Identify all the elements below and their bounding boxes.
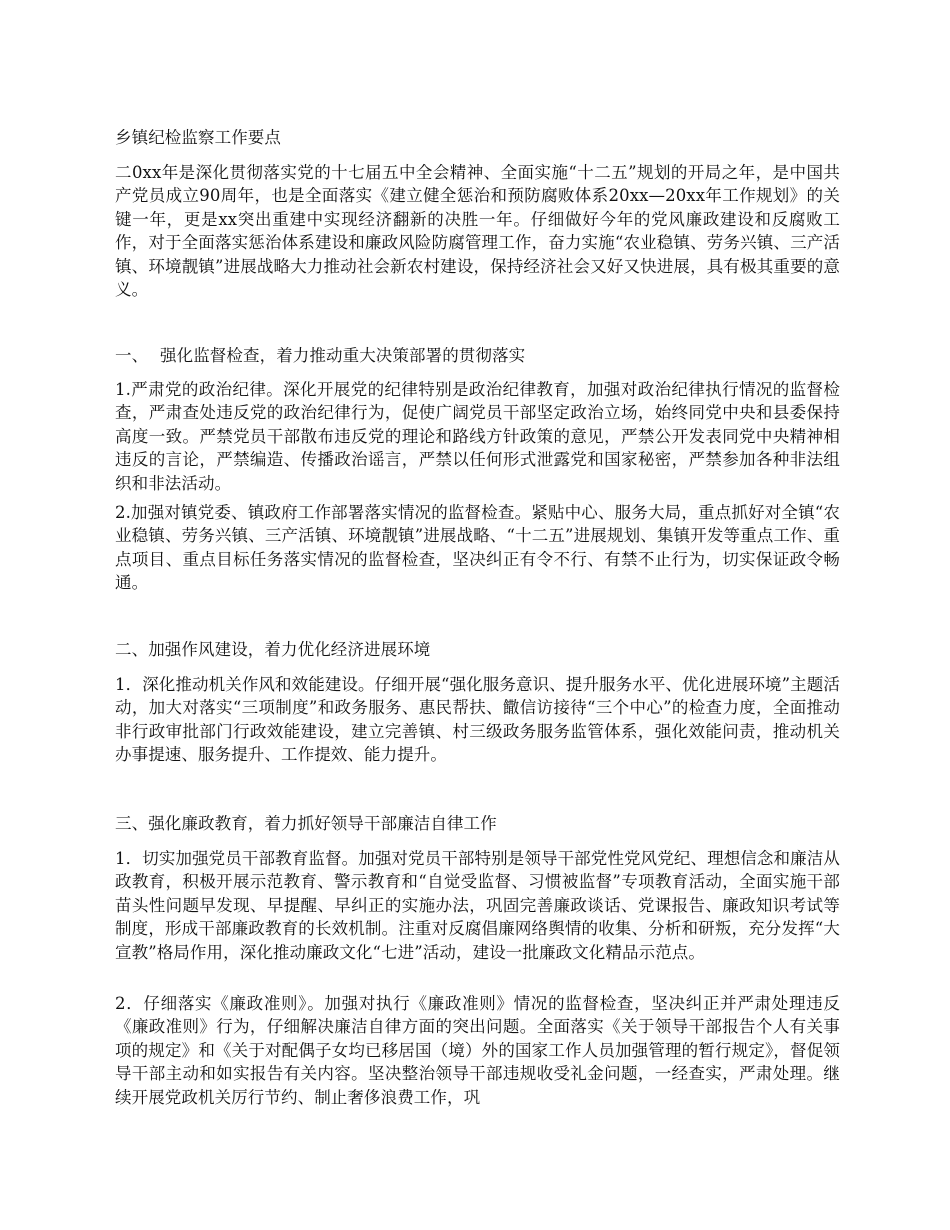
section-2-paragraph-1: 1．深化推动机关作风和效能建设。仔细开展“强化服务意识、提升服务水平、优化进展环境”主题活动，加大对落实“三项制度”和政务服务、惠民帮扶、饊信访接待“三个中心”的检查力度，全面推动非行政审批部门行政效能建设，建立完善镇、村三级政务服务监管体系，强化效能问责，推动机关办事提速、服务提升、工作提效、能力提升。	[115, 675, 840, 765]
section-3-paragraph-1: 1．切实加强党员干部教育监督。加强对党员干部特别是领导干部党性党风党纪、理想信念和廉洁从政教育，积极开展示范教育、警示教育和“自觉受监督、习惯被监督”专项教育活动，全面实施干部苗头性问题早发现、早提醒、早纠正的实施办法，巩固完善廉政谈话、党课报告、廉政知识考试等制度，形成干部廉政教育的长效机制。注重对反腐倡廉网络舆情的收集、分析和研叛，充分发挥“大宣教”格局作用，深化推动廉政文化“七进”活动，建设一批廉政文化精品示范点。	[115, 849, 840, 962]
intro-paragraph: 二0xx年是深化贯彻落实党的十七届五中全会精神、全面实施“十二五”规划的开局之年，是中国共产党员成立90周年，也是全面落实《建立健全惩治和预防腐败体系20xx—20xx年工作规划》的关键一年，更是xx突出重建中实现经济翻新的决胜一年。仔细做好今年的党风廉政建设和反腐败工作，对于全面落实惩治体系建设和廉政风险防腐管理工作，奋力实施“农业稳镇、劳务兴镇、三产活镇、环境靓镇”进展战略大力推动社会新农村建设，保持经济社会又好又快进展，具有极其重要的意义。	[115, 163, 840, 300]
section-1-number: 一、	[115, 346, 149, 365]
document-title: 乡镇纪检监察工作要点	[115, 128, 281, 147]
section-2-heading: 二、加强作风建设，着力优化经济进展环境	[115, 640, 431, 659]
section-1-paragraph-1: 1.严肃党的政治纪律。深化开展党的纪律特别是政治纪律教育，加强对政治纪律执行情况的监督检查，严肃查处违反党的政治纪律行为，促使广阔党员干部坚定政治立场，始终同党中央和县委保持高度一致。严禁党员干部散布违反党的理论和路线方针政策的意见，严禁公开发表同党中央精神相违反的言论，严禁编造、传播政治谣言，严禁以任何形式泄露党和国家秘密，严禁参加各种非法组织和非法活动。	[115, 380, 840, 493]
section-1-paragraph-2: 2.加强对镇党委、镇政府工作部署落实情况的监督检查。紧贴中心、服务大局，重点抓好对全镇“农业稳镇、劳务兴镇、三产活镇、环境靓镇”进展战略、“十二五”进展规划、集镇开发等重点工作、重点项目、重点目标任务落实情况的监督检查，坚决纠正有令不行、有禁不止行为，切实保证政令畅通。	[115, 503, 840, 593]
section-1-heading-text: 强化监督检查，着力推动重大决策部署的贯彻落实	[160, 346, 526, 365]
section-3-paragraph-2: 2．仔细落实《廉政准则》。加强对执行《廉政准则》情况的监督检查，坚决纠正并严肃处理违反《廉政准则》行为，仔细解决廉洁自律方面的突出问题。全面落实《关于领导干部报告个人有关事项的规定》和《关于对配偶子女均已移居国（境）外的国家工作人员加强管理的暂行规定》，督促领导干部主动和如实报告有关内容。坚决整治领导干部违规收受礼金问题，一经查实，严肃处理。继续开展党政机关厉行节约、制止奢侈浪费工作，巩	[115, 994, 840, 1107]
section-3-heading: 三、强化廉政教育，着力抓好领导干部廉洁自律工作	[115, 814, 497, 833]
section-1-heading	[115, 344, 840, 367]
